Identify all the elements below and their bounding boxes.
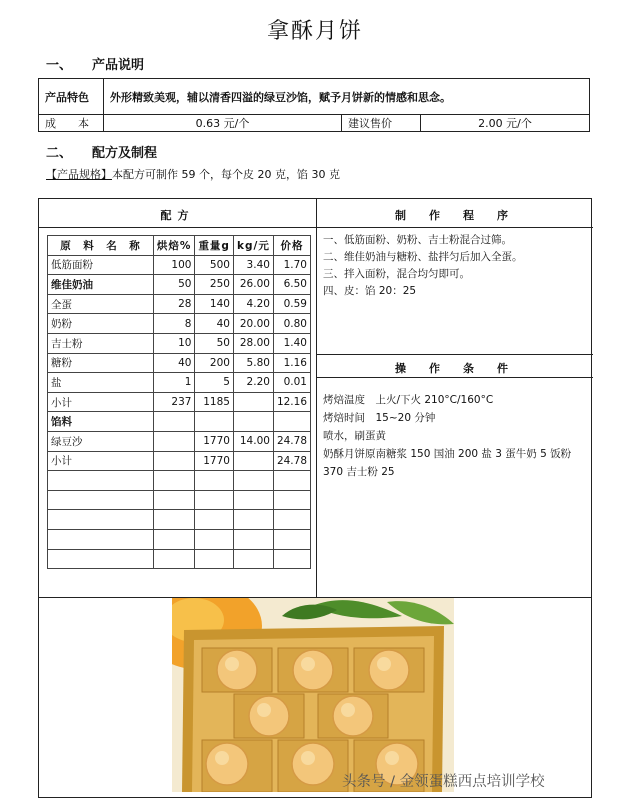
formula-cell-price: 1.40 xyxy=(273,333,310,353)
formula-cell-unit: 14.00 xyxy=(233,431,273,451)
formula-cell-price: 24.78 xyxy=(273,451,310,471)
col-header-name: 原 料 名 称 xyxy=(48,236,154,256)
formula-cell-empty xyxy=(273,549,310,569)
formula-cell-unit: 5.80 xyxy=(233,353,273,373)
section-heading-formula xyxy=(46,142,157,161)
formula-cell-empty xyxy=(273,490,310,510)
divider xyxy=(316,354,593,355)
formula-cell-unit xyxy=(233,412,273,432)
formula-cell-name: 全蛋 xyxy=(48,294,154,314)
process-step: 三、拌入面粉，混合均匀即可。 xyxy=(323,268,470,280)
formula-cell-price: 24.78 xyxy=(273,431,310,451)
formula-cell-empty xyxy=(195,549,234,569)
formula-cell-unit: 28.00 xyxy=(233,333,273,353)
formula-cell-empty xyxy=(233,549,273,569)
formula-cell-weight: 140 xyxy=(195,294,234,314)
divider xyxy=(316,377,593,378)
formula-row xyxy=(48,392,311,412)
formula-cell-pct xyxy=(153,431,195,451)
formula-cell-price xyxy=(273,412,310,432)
cost-row xyxy=(39,115,590,132)
price-value: 2.00 元/个 xyxy=(421,115,590,132)
formula-row-empty xyxy=(48,490,311,510)
section-number: 二、 xyxy=(46,146,73,161)
formula-row xyxy=(48,412,311,432)
formula-cell-name: 馅料 xyxy=(48,412,154,432)
formula-table xyxy=(47,235,311,569)
spec-text: 本配方可制作 59 个，每个皮 20 克，馅 30 克 xyxy=(112,168,340,181)
formula-row-empty xyxy=(48,510,311,530)
section-heading-product xyxy=(46,54,144,73)
formula-row xyxy=(48,294,311,314)
formula-row xyxy=(48,255,311,275)
temp-value: 上火/下火 210°C/160°C xyxy=(375,394,494,406)
formula-cell-name: 小计 xyxy=(48,451,154,471)
formula-cell-weight: 1770 xyxy=(195,431,234,451)
formula-cell-empty xyxy=(195,529,234,549)
formula-header: 配方 xyxy=(160,209,195,222)
time-label: 烤焙时间 xyxy=(323,412,365,424)
process-step: 二、维佳奶油与糖粉、盐拌匀后加入全蛋。 xyxy=(323,251,523,263)
process-step: 四、皮：馅 20：25 xyxy=(323,285,417,297)
process-step: 一、低筋面粉、奶粉、吉士粉混合过筛。 xyxy=(323,234,512,246)
formula-cell-pct: 237 xyxy=(153,392,195,412)
formula-cell-empty xyxy=(195,510,234,530)
price-label: 建议售价 xyxy=(342,115,421,132)
formula-cell-empty xyxy=(48,529,154,549)
section-number: 一、 xyxy=(46,58,73,73)
section-label: 产品说明 xyxy=(92,58,145,73)
baking-time xyxy=(323,409,585,427)
formula-cell-empty xyxy=(195,471,234,491)
formula-cell-pct: 50 xyxy=(153,275,195,295)
formula-cell-empty xyxy=(233,510,273,530)
divider xyxy=(316,227,593,228)
formula-cell-name: 盐 xyxy=(48,373,154,393)
formula-cell-empty xyxy=(233,529,273,549)
watermark: 头条号 / 金领蛋糕西点培训学校 xyxy=(342,774,545,790)
product-spec xyxy=(46,166,340,182)
formula-cell-empty xyxy=(153,471,195,491)
formula-cell-name: 糖粉 xyxy=(48,353,154,373)
formula-cell-weight: 1770 xyxy=(195,451,234,471)
formula-cell-unit xyxy=(233,392,273,412)
formula-cell-weight: 50 xyxy=(195,333,234,353)
cost-value: 0.63 元/个 xyxy=(104,115,342,132)
formula-cell-price: 0.01 xyxy=(273,373,310,393)
formula-cell-pct: 10 xyxy=(153,333,195,353)
recipe-note: 奶酥月饼原南糖浆 150 国油 200 盐 3 蛋牛奶 5 饭粉 370 吉士粉 25 xyxy=(323,448,572,478)
page-title: 拿酥月饼 xyxy=(266,19,363,44)
feature-row xyxy=(39,79,590,115)
formula-cell-pct: 1 xyxy=(153,373,195,393)
formula-cell-weight: 40 xyxy=(195,314,234,334)
cost-label: 成 本 xyxy=(39,115,104,132)
formula-cell-empty xyxy=(153,510,195,530)
formula-cell-empty xyxy=(273,471,310,491)
formula-cell-weight: 1185 xyxy=(195,392,234,412)
formula-cell-empty xyxy=(233,471,273,491)
formula-cell-pct xyxy=(153,412,195,432)
spec-label: 【产品规格】 xyxy=(46,168,112,181)
formula-cell-weight: 5 xyxy=(195,373,234,393)
col-header-weight: 重量g xyxy=(195,236,234,256)
time-value: 15~20 分钟 xyxy=(375,412,436,424)
formula-cell-empty xyxy=(153,490,195,510)
formula-cell-pct: 40 xyxy=(153,353,195,373)
formula-cell-name: 低筋面粉 xyxy=(48,255,154,275)
formula-cell-empty xyxy=(48,490,154,510)
formula-row-empty xyxy=(48,471,311,491)
col-header-pct: 烘焙% xyxy=(153,236,195,256)
formula-cell-unit: 2.20 xyxy=(233,373,273,393)
conditions-body xyxy=(323,391,585,481)
formula-row-empty xyxy=(48,549,311,569)
formula-cell-pct: 8 xyxy=(153,314,195,334)
formula-cell-weight: 250 xyxy=(195,275,234,295)
baking-temperature xyxy=(323,391,585,409)
process-header: 制 作 程 序 xyxy=(395,209,514,222)
formula-cell-unit: 3.40 xyxy=(233,255,273,275)
formula-cell-empty xyxy=(48,510,154,530)
formula-cell-unit: 26.00 xyxy=(233,275,273,295)
formula-row xyxy=(48,451,311,471)
product-info-table xyxy=(38,78,590,132)
formula-cell-pct xyxy=(153,451,195,471)
formula-cell-name: 小计 xyxy=(48,392,154,412)
formula-column-headers xyxy=(48,236,311,256)
formula-cell-weight xyxy=(195,412,234,432)
formula-cell-name: 吉士粉 xyxy=(48,333,154,353)
formula-cell-empty xyxy=(48,471,154,491)
formula-cell-unit xyxy=(233,451,273,471)
feature-text: 外形精致美观，辅以清香四溢的绿豆沙馅，赋予月饼新的情感和思念。 xyxy=(104,79,590,115)
formula-cell-price: 1.70 xyxy=(273,255,310,275)
formula-cell-empty xyxy=(48,549,154,569)
formula-cell-price: 6.50 xyxy=(273,275,310,295)
formula-cell-empty xyxy=(273,510,310,530)
formula-cell-weight: 200 xyxy=(195,353,234,373)
formula-cell-empty xyxy=(233,490,273,510)
formula-row xyxy=(48,431,311,451)
feature-label: 产品特色 xyxy=(39,79,104,115)
formula-cell-price: 12.16 xyxy=(273,392,310,412)
formula-cell-pct: 28 xyxy=(153,294,195,314)
section-label: 配方及制程 xyxy=(92,146,158,161)
process-steps xyxy=(323,232,523,300)
divider xyxy=(39,227,316,228)
formula-cell-empty xyxy=(273,529,310,549)
formula-row xyxy=(48,275,311,295)
formula-cell-price: 0.80 xyxy=(273,314,310,334)
column-divider xyxy=(316,199,317,597)
formula-cell-unit: 4.20 xyxy=(233,294,273,314)
formula-cell-pct: 100 xyxy=(153,255,195,275)
formula-row xyxy=(48,314,311,334)
formula-cell-weight: 500 xyxy=(195,255,234,275)
mooncake-photo xyxy=(172,598,454,792)
formula-cell-unit: 20.00 xyxy=(233,314,273,334)
col-header-unit-price: kg/元 xyxy=(233,236,273,256)
formula-cell-empty xyxy=(153,529,195,549)
formula-cell-price: 0.59 xyxy=(273,294,310,314)
formula-cell-price: 1.16 xyxy=(273,353,310,373)
formula-row xyxy=(48,333,311,353)
col-header-price: 价格 xyxy=(273,236,310,256)
formula-cell-empty xyxy=(153,549,195,569)
conditions-header: 操 作 条 件 xyxy=(395,362,514,375)
temp-label: 烤焙温度 xyxy=(323,394,365,406)
formula-cell-name: 奶粉 xyxy=(48,314,154,334)
formula-cell-empty xyxy=(195,490,234,510)
formula-row xyxy=(48,373,311,393)
spray-note: 喷水，刷蛋黄 xyxy=(323,430,386,442)
formula-cell-name: 绿豆沙 xyxy=(48,431,154,451)
formula-row-empty xyxy=(48,529,311,549)
formula-row xyxy=(48,353,311,373)
formula-cell-name: 维佳奶油 xyxy=(48,275,154,295)
